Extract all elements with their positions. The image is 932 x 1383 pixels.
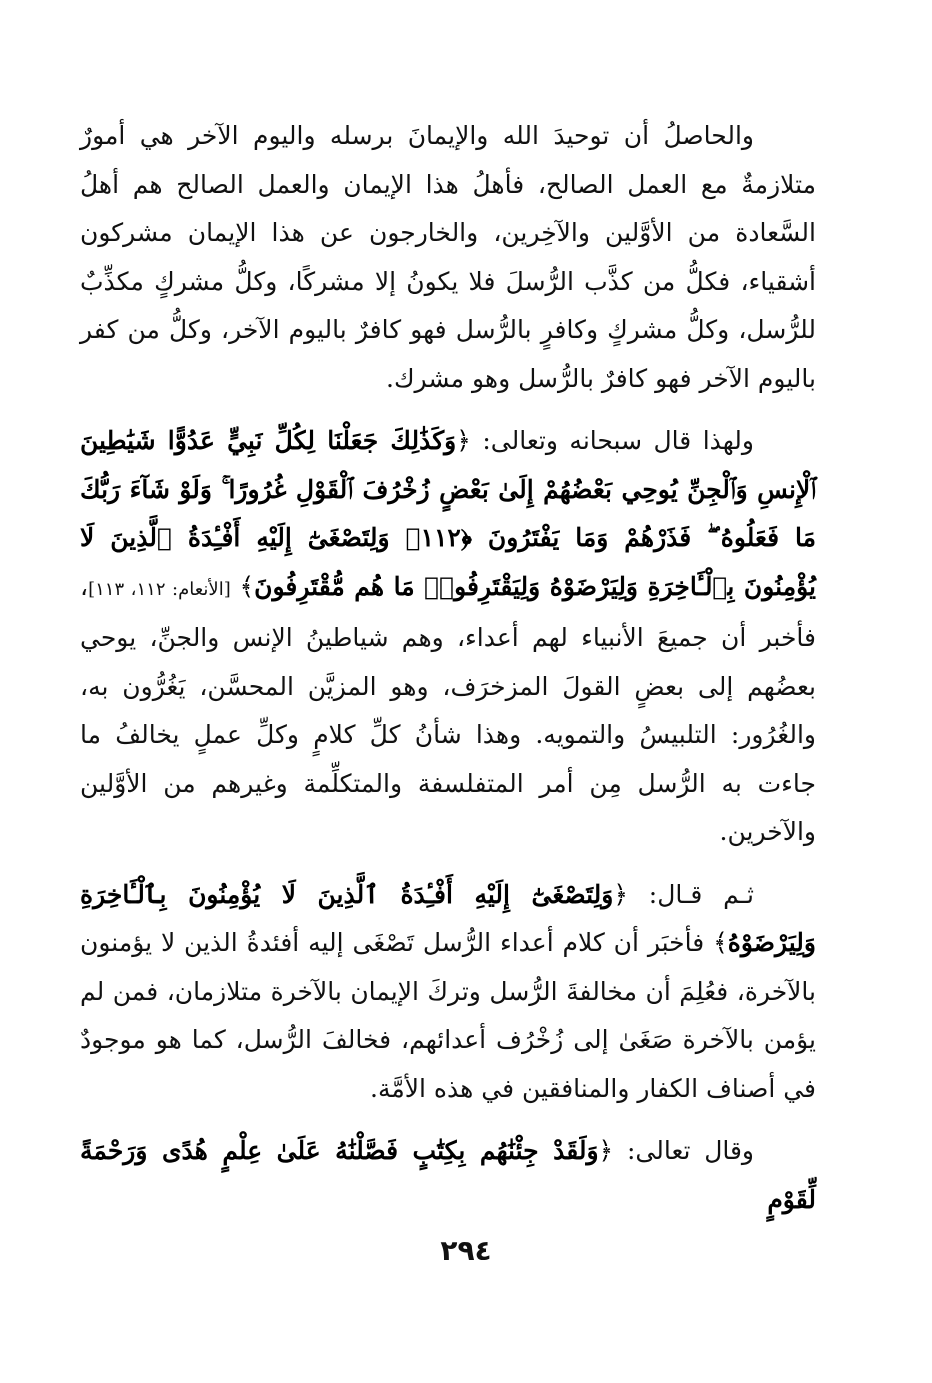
quran-open-bracket: ﴿ <box>613 879 628 909</box>
quran-verse: وَلِتَصْغَىٰٓ إِلَيْهِ أَفْـِٔدَةُ ٱلَّذِينَ لَا يُؤْمِنُونَ بِٱلْـَٔاخِرَةِ وَلِيَرْضَوْهُ <box>80 879 816 957</box>
quran-verse: وَلَقَدْ جِئْنَٰهُم بِكِتَٰبٍ فَصَّلْنَٰهُ عَلَىٰ عِلْمٍ هُدًى وَرَحْمَةً لِّقَوْمٍ <box>80 1136 816 1214</box>
quran-close-bracket: ﴾ <box>713 928 728 957</box>
paragraph-3-intro: ثـم قـال: <box>648 879 754 909</box>
paragraph-3-rest: فأخبَر أن كلام أعداء الرُّسل تَصْغَى إليه أفئدةُ الذين لا يؤمنون بالآخرة، فعُلِمَ أن مخالفةَ الرُّسل وتركَ الإيمان بالآخرة متلازمان، فمن لم يؤمن بالآخرة صَغَىٰ إلى زُخْرُف أعدائهم، فخالفَ الرُّسل، كما هو موجودٌ في أصناف الكفار والمنافقين في هذه الأمَّة. <box>80 928 816 1103</box>
quran-close-bracket: ﴾ <box>239 571 255 601</box>
paragraph-1 <box>80 112 816 403</box>
quran-open-bracket: ﴿ <box>598 1136 614 1165</box>
page-number: ٢٩٤ <box>440 1234 492 1267</box>
quran-open-bracket: ﴿ <box>456 426 471 455</box>
quran-verse: وَكَذَٰلِكَ جَعَلْنَا لِكُلِّ نَبِيٍّ عَدُوًّا شَيَٰطِينَ ٱلْإِنسِ وَٱلْجِنِّ يُوحِي بَعْضُهُمْ إِلَىٰ بَعْضٍ زُخْرُفَ ٱلْقَوْلِ غُرُورًا ۚ وَلَوْ شَآءَ رَبُّكَ مَا فَعَلُوهُ ۖ فَذَرْهُمْ وَمَا يَفْتَرُونَ ﴿١١٢﴾ وَلِتَصْغَىٰٓ إِلَيْهِ أَفْـِٔدَةُ ٱلَّذِينَ لَا يُؤْمِنُونَ بِٱلْـَٔاخِرَةِ وَلِيَرْضَوْهُ وَلِيَقْتَرِفُوا۟ مَا هُم مُّقْتَرِفُونَ <box>80 426 817 601</box>
paragraph-2 <box>80 417 816 857</box>
paragraph-4-intro: وقال تعالى: <box>626 1136 755 1165</box>
paragraph-2-intro: ولهذا قال سبحانه وتعالى: <box>482 426 754 455</box>
paragraph-4 <box>80 1127 816 1224</box>
paragraph-3 <box>80 871 816 1114</box>
paragraph-2-rest: ، فأخبر أن جميعَ الأنبياء لهم أعداء، وهم شياطينُ الإنس والجنِّ، يوحي بعضُهم إلى بعضٍ القولَ المزخرَف، وهو المزيَّن المحسَّن، يَغُرُّون به، والغُرُور: التلبيسُ والتمويه. وهذا شأنُ كلِّ كلامٍ وكلِّ عملٍ يخالفُ ما جاءت به الرُّسل مِن أمر المتفلسفة والمتكلِّمة وغيرهم من الأوَّلين والآخرين. <box>80 571 816 846</box>
verse-reference: [الأنعام: ١١٢، ١١٣] <box>88 578 231 600</box>
paragraph-1-text: والحاصلُ أن توحيدَ الله والإيمانَ برسله واليوم الآخر هي أمورٌ متلازمةٌ مع العمل الصالح، فأهلُ هذا الإيمان والعمل الصالح هم أهلُ السَّعادة من الأوَّلين والآخِرين، والخارجون عن هذا الإيمان مشركون أشقياء، فكلُّ من كذَّب الرُّسلَ فلا يكونُ إلا مشركًا، وكلُّ مشركٍ مكذِّبٌ للرُّسل، وكلُّ مشركٍ وكافرٍ بالرُّسل فهو كافرٌ باليوم الآخر، وكلُّ من كفر باليوم الآخر فهو كافرٌ بالرُّسل وهو مشرك. <box>80 121 816 393</box>
page-body <box>80 112 816 1224</box>
